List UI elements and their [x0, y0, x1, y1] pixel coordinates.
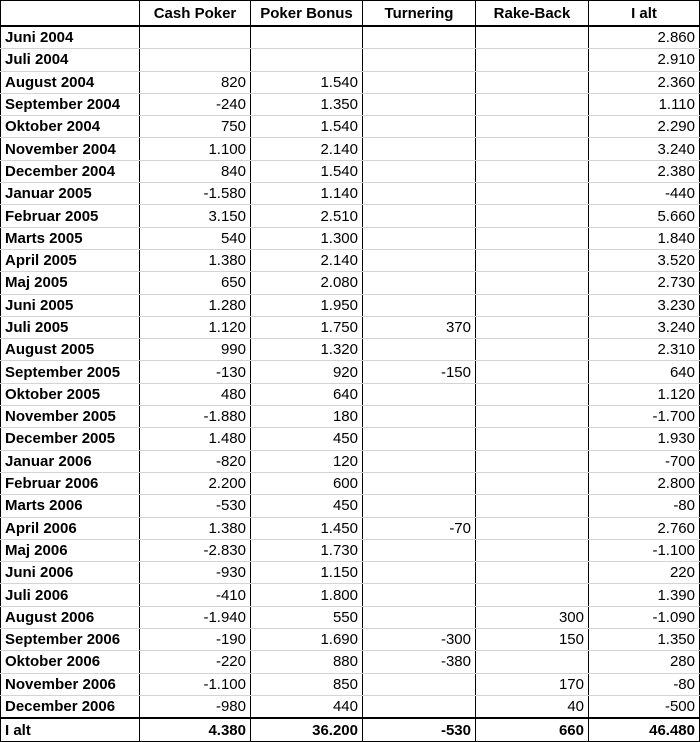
poker-bonus-cell: 1.540	[251, 116, 363, 138]
rake-back-cell	[476, 316, 589, 338]
turnering-cell	[363, 495, 476, 517]
month-cell: November 2006	[1, 673, 140, 695]
turnering-cell	[363, 450, 476, 472]
total-cell: -80	[589, 673, 700, 695]
rake-back-cell: 150	[476, 629, 589, 651]
rake-back-cell	[476, 450, 589, 472]
total-cell: 2.290	[589, 116, 700, 138]
turnering-cell	[363, 539, 476, 561]
month-cell: August 2005	[1, 339, 140, 361]
cash-poker-cell	[140, 26, 251, 49]
table-row	[1, 651, 700, 673]
month-cell: December 2006	[1, 695, 140, 718]
rake-back-cell	[476, 227, 589, 249]
total-cell: 2.800	[589, 472, 700, 494]
table-row	[1, 316, 700, 338]
turnering-cell	[363, 339, 476, 361]
turnering-cell	[363, 272, 476, 294]
cash-poker-cell: -130	[140, 361, 251, 383]
poker-bonus-cell: 1.540	[251, 160, 363, 182]
total-cell: 1.390	[589, 584, 700, 606]
month-cell: Juli 2005	[1, 316, 140, 338]
total-cell: 2.760	[589, 517, 700, 539]
total-cell: 220	[589, 562, 700, 584]
total-cell: -1.100	[589, 539, 700, 561]
cash-poker-cell: -820	[140, 450, 251, 472]
table-row	[1, 383, 700, 405]
poker-bonus-cell: 1.350	[251, 93, 363, 115]
table-row	[1, 116, 700, 138]
poker-bonus-cell: 2.140	[251, 138, 363, 160]
table-row	[1, 294, 700, 316]
total-cell: -1.700	[589, 406, 700, 428]
month-cell: September 2004	[1, 93, 140, 115]
poker-bonus-cell: 1.450	[251, 517, 363, 539]
total-cell: -80	[589, 495, 700, 517]
total-cell: 2.360	[589, 71, 700, 93]
turnering-cell	[363, 138, 476, 160]
cash-poker-cell: -220	[140, 651, 251, 673]
month-cell: Maj 2005	[1, 272, 140, 294]
table-row	[1, 49, 700, 71]
total-cell: 5.660	[589, 205, 700, 227]
poker-bonus-cell: 450	[251, 428, 363, 450]
month-cell: Februar 2005	[1, 205, 140, 227]
month-cell: Marts 2006	[1, 495, 140, 517]
turnering-cell	[363, 472, 476, 494]
month-cell: December 2005	[1, 428, 140, 450]
rake-back-cell	[476, 272, 589, 294]
cash-poker-cell: 1.120	[140, 316, 251, 338]
total-cell: 2.730	[589, 272, 700, 294]
total-cell: -440	[589, 183, 700, 205]
month-cell: Januar 2006	[1, 450, 140, 472]
rake-back-cell	[476, 539, 589, 561]
cash-poker-cell: 480	[140, 383, 251, 405]
month-cell: Juli 2006	[1, 584, 140, 606]
table-row	[1, 673, 700, 695]
cash-poker-cell: 820	[140, 71, 251, 93]
total-cell: 1.350	[589, 629, 700, 651]
totals-turnering: -530	[363, 718, 476, 742]
cash-poker-cell: -1.580	[140, 183, 251, 205]
turnering-cell	[363, 294, 476, 316]
rake-back-cell	[476, 205, 589, 227]
cash-poker-cell: 1.480	[140, 428, 251, 450]
rake-back-cell	[476, 71, 589, 93]
total-cell: 1.110	[589, 93, 700, 115]
cash-poker-cell: 1.380	[140, 249, 251, 271]
poker-bonus-cell: 1.300	[251, 227, 363, 249]
rake-back-cell	[476, 472, 589, 494]
header-row	[1, 1, 700, 27]
cash-poker-cell: -240	[140, 93, 251, 115]
poker-bonus-cell: 120	[251, 450, 363, 472]
total-cell: 1.930	[589, 428, 700, 450]
cash-poker-cell: 650	[140, 272, 251, 294]
month-cell: April 2005	[1, 249, 140, 271]
table-row	[1, 227, 700, 249]
totals-cash-poker: 4.380	[140, 718, 251, 742]
turnering-cell	[363, 160, 476, 182]
table-row	[1, 205, 700, 227]
turnering-cell: -150	[363, 361, 476, 383]
rake-back-cell	[476, 116, 589, 138]
table-row	[1, 472, 700, 494]
turnering-cell	[363, 606, 476, 628]
turnering-cell: -380	[363, 651, 476, 673]
totals-poker-bonus: 36.200	[251, 718, 363, 742]
turnering-cell	[363, 227, 476, 249]
month-cell: April 2006	[1, 517, 140, 539]
cash-poker-cell	[140, 49, 251, 71]
turnering-cell	[363, 205, 476, 227]
rake-back-cell	[476, 93, 589, 115]
poker-bonus-cell: 1.950	[251, 294, 363, 316]
poker-bonus-cell: 440	[251, 695, 363, 718]
cash-poker-cell: -980	[140, 695, 251, 718]
month-cell: Januar 2005	[1, 183, 140, 205]
rake-back-cell	[476, 160, 589, 182]
table-row	[1, 361, 700, 383]
rake-back-cell	[476, 183, 589, 205]
turnering-cell	[363, 406, 476, 428]
poker-bonus-cell: 1.320	[251, 339, 363, 361]
turnering-cell	[363, 49, 476, 71]
cash-poker-cell: 1.380	[140, 517, 251, 539]
cash-poker-cell: -1.940	[140, 606, 251, 628]
poker-bonus-cell: 1.690	[251, 629, 363, 651]
rake-back-cell	[476, 406, 589, 428]
month-cell: December 2004	[1, 160, 140, 182]
total-cell: 3.230	[589, 294, 700, 316]
rake-back-cell	[476, 49, 589, 71]
table-row	[1, 562, 700, 584]
month-cell: Juni 2006	[1, 562, 140, 584]
table-row	[1, 160, 700, 182]
total-cell: 1.840	[589, 227, 700, 249]
cash-poker-cell: -930	[140, 562, 251, 584]
table-row	[1, 584, 700, 606]
cash-poker-cell: 1.280	[140, 294, 251, 316]
turnering-cell	[363, 26, 476, 49]
month-cell: September 2005	[1, 361, 140, 383]
table-row	[1, 517, 700, 539]
cash-poker-cell: 1.100	[140, 138, 251, 160]
cash-poker-cell: 750	[140, 116, 251, 138]
month-cell: August 2006	[1, 606, 140, 628]
poker-bonus-cell: 450	[251, 495, 363, 517]
turnering-cell	[363, 428, 476, 450]
turnering-cell: 370	[363, 316, 476, 338]
table-body	[1, 26, 700, 718]
header-poker-bonus: Poker Bonus	[251, 1, 363, 27]
month-cell: November 2004	[1, 138, 140, 160]
month-cell: August 2004	[1, 71, 140, 93]
total-cell: 1.120	[589, 383, 700, 405]
month-cell: Juni 2004	[1, 26, 140, 49]
total-cell: 640	[589, 361, 700, 383]
total-cell: 280	[589, 651, 700, 673]
cash-poker-cell: 990	[140, 339, 251, 361]
turnering-cell	[363, 183, 476, 205]
poker-bonus-cell: 1.750	[251, 316, 363, 338]
poker-bonus-cell: 1.150	[251, 562, 363, 584]
total-cell: 2.310	[589, 339, 700, 361]
poker-bonus-cell	[251, 26, 363, 49]
poker-bonus-cell: 2.140	[251, 249, 363, 271]
cash-poker-cell: 540	[140, 227, 251, 249]
poker-bonus-cell: 2.080	[251, 272, 363, 294]
table-row	[1, 450, 700, 472]
turnering-cell	[363, 673, 476, 695]
poker-bonus-cell: 1.800	[251, 584, 363, 606]
totals-row	[1, 718, 700, 742]
rake-back-cell: 170	[476, 673, 589, 695]
turnering-cell	[363, 584, 476, 606]
month-cell: Juli 2004	[1, 49, 140, 71]
table-row	[1, 183, 700, 205]
rake-back-cell	[476, 138, 589, 160]
month-cell: Oktober 2006	[1, 651, 140, 673]
rake-back-cell	[476, 249, 589, 271]
month-cell: Oktober 2004	[1, 116, 140, 138]
rake-back-cell	[476, 428, 589, 450]
table-row	[1, 406, 700, 428]
rake-back-cell	[476, 651, 589, 673]
poker-bonus-cell: 640	[251, 383, 363, 405]
poker-bonus-cell: 550	[251, 606, 363, 628]
cash-poker-cell: -1.100	[140, 673, 251, 695]
turnering-cell	[363, 695, 476, 718]
rake-back-cell	[476, 361, 589, 383]
header-cash-poker: Cash Poker	[140, 1, 251, 27]
table-row	[1, 93, 700, 115]
month-cell: November 2005	[1, 406, 140, 428]
cash-poker-cell: -2.830	[140, 539, 251, 561]
poker-bonus-cell	[251, 49, 363, 71]
table-row	[1, 629, 700, 651]
rake-back-cell	[476, 26, 589, 49]
poker-bonus-cell: 1.730	[251, 539, 363, 561]
totals-total: 46.480	[589, 718, 700, 742]
month-cell: Oktober 2005	[1, 383, 140, 405]
poker-bonus-cell: 180	[251, 406, 363, 428]
total-cell: 3.520	[589, 249, 700, 271]
poker-bonus-cell: 920	[251, 361, 363, 383]
poker-bonus-cell: 2.510	[251, 205, 363, 227]
total-cell: -700	[589, 450, 700, 472]
total-cell: 2.380	[589, 160, 700, 182]
rake-back-cell	[476, 517, 589, 539]
table-row	[1, 539, 700, 561]
cash-poker-cell: 840	[140, 160, 251, 182]
poker-bonus-cell: 880	[251, 651, 363, 673]
poker-bonus-cell: 1.540	[251, 71, 363, 93]
month-cell: Maj 2006	[1, 539, 140, 561]
table-row	[1, 26, 700, 49]
table-row	[1, 71, 700, 93]
turnering-cell	[363, 93, 476, 115]
rake-back-cell	[476, 562, 589, 584]
total-cell: 2.860	[589, 26, 700, 49]
turnering-cell	[363, 116, 476, 138]
table-row	[1, 606, 700, 628]
total-cell: -500	[589, 695, 700, 718]
rake-back-cell	[476, 584, 589, 606]
month-cell: September 2006	[1, 629, 140, 651]
table-row	[1, 339, 700, 361]
table-row	[1, 495, 700, 517]
header-total: I alt	[589, 1, 700, 27]
month-cell: Marts 2005	[1, 227, 140, 249]
turnering-cell	[363, 249, 476, 271]
totals-label: I alt	[1, 718, 140, 742]
total-cell: 3.240	[589, 138, 700, 160]
table-row	[1, 695, 700, 718]
total-cell: 3.240	[589, 316, 700, 338]
cash-poker-cell: -410	[140, 584, 251, 606]
table-row	[1, 138, 700, 160]
cash-poker-cell: 3.150	[140, 205, 251, 227]
rake-back-cell	[476, 383, 589, 405]
rake-back-cell	[476, 294, 589, 316]
totals-rake-back: 660	[476, 718, 589, 742]
turnering-cell: -300	[363, 629, 476, 651]
table-row	[1, 272, 700, 294]
poker-bonus-cell: 1.140	[251, 183, 363, 205]
cash-poker-cell: 2.200	[140, 472, 251, 494]
cash-poker-cell: -190	[140, 629, 251, 651]
turnering-cell	[363, 71, 476, 93]
month-cell: Februar 2006	[1, 472, 140, 494]
rake-back-cell	[476, 495, 589, 517]
header-month	[1, 1, 140, 27]
total-cell: 2.910	[589, 49, 700, 71]
poker-bonus-cell: 850	[251, 673, 363, 695]
rake-back-cell: 40	[476, 695, 589, 718]
cash-poker-cell: -1.880	[140, 406, 251, 428]
turnering-cell: -70	[363, 517, 476, 539]
cash-poker-cell: -530	[140, 495, 251, 517]
poker-bonus-cell: 600	[251, 472, 363, 494]
turnering-cell	[363, 562, 476, 584]
header-turnering: Turnering	[363, 1, 476, 27]
header-rake-back: Rake-Back	[476, 1, 589, 27]
rake-back-cell	[476, 339, 589, 361]
turnering-cell	[363, 383, 476, 405]
table-row	[1, 249, 700, 271]
rake-back-cell: 300	[476, 606, 589, 628]
total-cell: -1.090	[589, 606, 700, 628]
table-row	[1, 428, 700, 450]
month-cell: Juni 2005	[1, 294, 140, 316]
